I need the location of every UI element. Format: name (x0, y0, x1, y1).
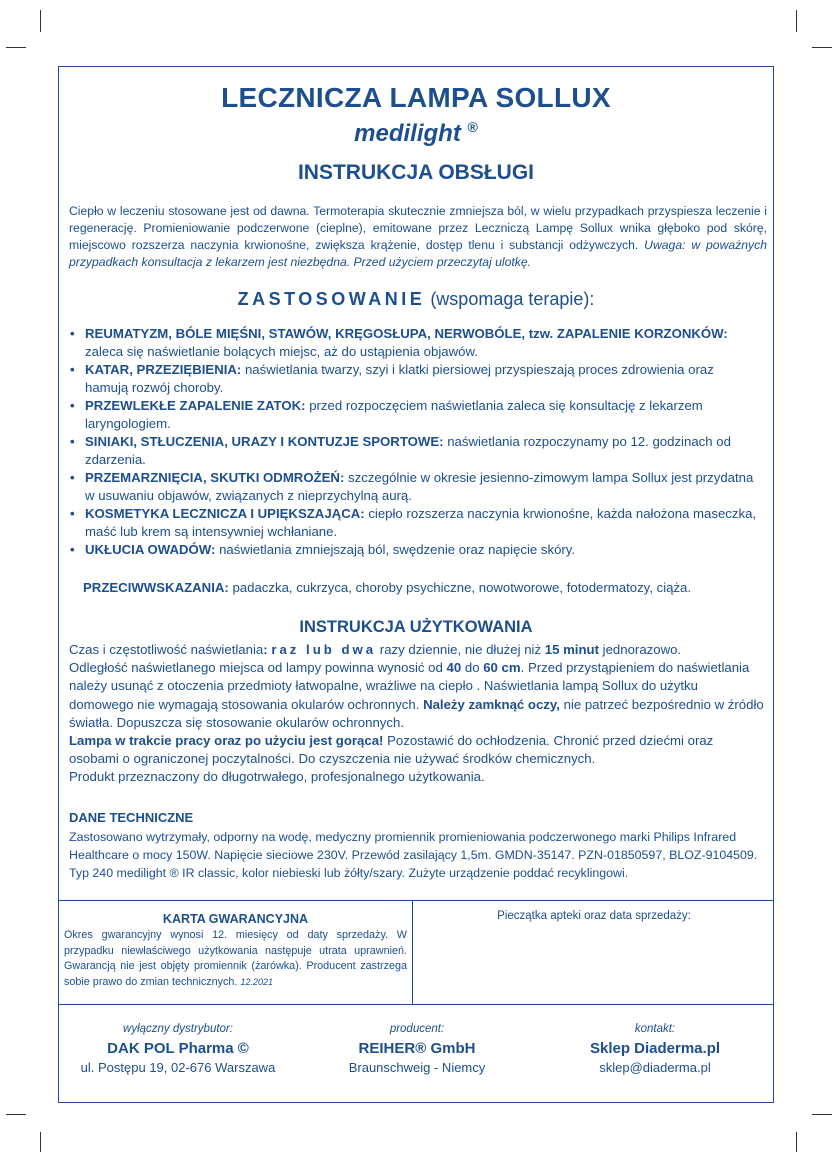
list-item: • KOSMETYKA LECZNICZA I UPIĘKSZAJĄCA: ciepło rozszerza naczynia krwionośne, każda nałożona maseczka, maść lub krem są intensywniej wchłaniane. (70, 506, 757, 539)
list-item: • PRZEMARZNIĘCIA, SKUTKI ODMROŻEŃ: szczególnie w okresie jesienno-zimowym lampa Sollux jest przydatna w usuwaniu objawów, związanych z nieprzychylną aurą. (70, 470, 754, 503)
contact-block: kontakt: Sklep Diaderma.pl sklep@diaderma.pl (589, 1023, 721, 1075)
leaflet-frame (58, 66, 774, 1103)
technical-heading: DANE TECHNICZNE (69, 810, 194, 825)
warranty-text: Okres gwarancyjny wynosi 12. miesięcy od daty sprzedaży. W przypadku niewłaściwego użytkowania następuje utrata uprawnień. Gwarancją nie jest objęty promiennik (żarówka). Producent zastrzega sobie prawo do zmian technicznych. 12.2021 (64, 929, 407, 988)
usage-paragraph: Czas i częstotliwość naświetlania: raz lub dwa razy dziennie, nie dłużej niż 15 minut jednorazowo. Odległość naświetlanego miejsca od lampy powinna wynosić od 40 do 60 cm. Przed przystąpieniem do naświetlania należy usunąć z otoczenia przedmioty łatwopalne, wrażliwe na ciepło . Naświetlania lampą Sollux do użytku domowego nie wymagają stosowania okularów ochronnych. Należy zamknąć oczy, nie patrzeć bezpośrednio w źródło światła. Dopuszcza się stosowanie okularów ochronnych. Lampa w trakcie pracy oraz po użyciu jest gorąca! Pozostawić do ochłodzenia. Chronić przed dziećmi oraz osobami o ograniczonej poczytalności. Do czyszczenia nie używać środków chemicznych. Produkt przeznaczony do długotrwałego, profesjonalnego użytkowania. (69, 642, 764, 785)
technical-text: Zastosowano wytrzymały, odporny na wodę, medyczny promiennik promieniowania podczerwonego marki Philips Infrared Healthcare o mocy 150W. Napięcie sieciowe 230V. Przewód zasilający 1,5m. GMDN-35147. PZN-01850597, BLOZ-9104509. Typ 240 medilight ® IR classic, kolor niebieski lub żółty/szary. Zużyte urządzenie poddać recyklingowi. (69, 830, 758, 880)
list-item: • PRZEWLEKŁE ZAPALENIE ZATOK: przed rozpoczęciem naświetlania zaleca się konsultację z lekarzem laryngologiem. (70, 398, 703, 431)
distributor-block: wyłączny dystrybutor: DAK POL Pharma © ul. Postępu 19, 02-676 Warszawa (80, 1023, 276, 1075)
contraindications: PRZECIWWSKAZANIA: padaczka, cukrzyca, choroby psychiczne, nowotworowe, fotodermatozy, ciąża. (83, 580, 692, 595)
intro-warning: Uwaga: w poważnych przypadkach konsultacja z lekarzem jest niezbędna. Przed użyciem przeczytaj ulotkę. (69, 238, 767, 269)
crop-mark (40, 10, 41, 32)
registered-mark: ® (467, 119, 478, 135)
producer-block: producent: REIHER® GmbH Braunschweig - Niemcy (348, 1023, 486, 1075)
list-item: • SINIAKI, STŁUCZENIA, URAZY I KONTUZJE SPORTOWE: naświetlania rozpoczynamy po 12. godzinach od zdarzenia. (70, 434, 731, 467)
crop-mark (812, 47, 832, 48)
crop-mark (40, 1132, 41, 1152)
intro-paragraph (69, 203, 767, 271)
applications-heading: ZASTOSOWANIE (wspomaga terapie): (237, 289, 595, 309)
divider (59, 900, 773, 901)
list-item: • KATAR, PRZEZIĘBIENIA: naświetlania twarzy, szyi i klatki piersiowej przyspieszają proces zdrowienia oraz hamują rozwój choroby. (70, 362, 714, 395)
list-item: • UKŁUCIA OWADÓW: naświetlania zmniejszają ból, swędzenie oraz napięcie skóry. (70, 542, 576, 557)
usage-heading: INSTRUKCJA UŻYTKOWANIA (299, 618, 533, 636)
crop-mark (796, 10, 797, 32)
manual-title: INSTRUKCJA OBSŁUGI (297, 161, 535, 184)
crop-mark (6, 47, 26, 48)
warranty-heading: KARTA GWARANCYJNA (162, 912, 309, 926)
warranty-date: 12.2021 (240, 976, 273, 987)
product-title: LECZNICZA LAMPA SOLLUX (221, 82, 611, 113)
applications-list (69, 325, 759, 559)
crop-mark (796, 1132, 797, 1152)
list-item: • REUMATYZM, BÓLE MIĘŚNI, STAWÓW, KRĘGOSŁUPA, NERWOBÓLE, tzw. ZAPALENIE KORZONKÓW: zaleca się naświetlanie bolących miejsc, aż do ustąpienia objawów. (70, 326, 728, 359)
crop-mark (6, 1114, 26, 1115)
divider (59, 1004, 773, 1005)
intro-text: Ciepło w leczeniu stosowane jest od dawna. Termoterapia skutecznie zmniejsza ból, w wielu przypadkach przyspiesza leczenie i regenerację. Promieniowanie podczerwone (cieplne), emitowane przez Leczniczą Lampę Sollux wnika głęboko pod skórę, miejscowo rozszerza naczynia krwionośne, zwiększa krążenie, dostęp tlenu i substancji odżywczych. (69, 204, 767, 252)
brand-name: medilight ® (354, 119, 478, 147)
pharmacy-stamp-label: Pieczątka apteki oraz data sprzedaży: (497, 910, 691, 922)
divider (412, 900, 413, 1004)
crop-mark (812, 1114, 832, 1115)
